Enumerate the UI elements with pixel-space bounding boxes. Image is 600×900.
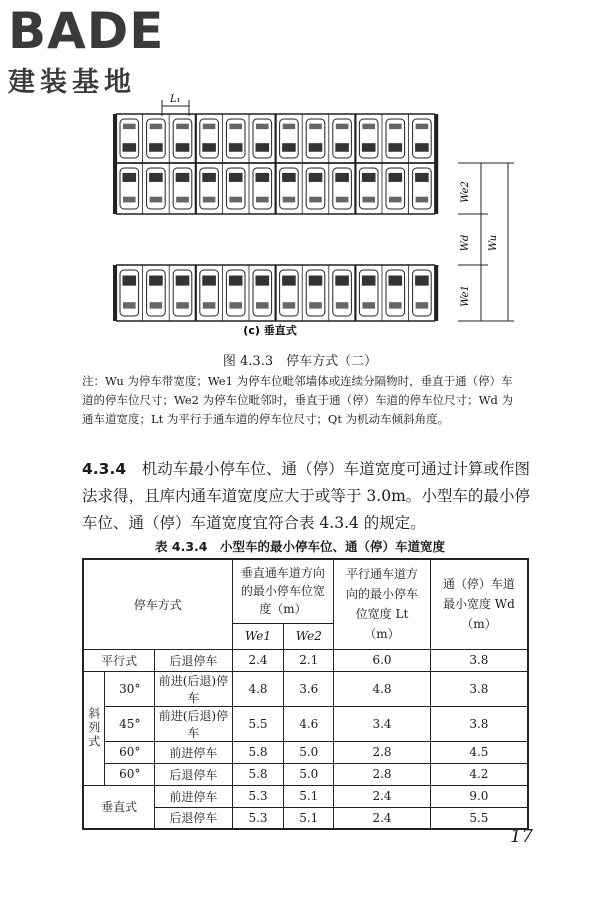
parking-rows xyxy=(113,114,438,321)
cell-we1: 4.8 xyxy=(232,671,284,706)
car-icon xyxy=(386,119,405,158)
car-icon xyxy=(386,270,405,316)
cell-we1: 5.8 xyxy=(232,741,284,763)
cell-we1: 5.8 xyxy=(232,763,284,785)
cell-we2: 5.1 xyxy=(284,785,334,807)
cell-lt: 3.4 xyxy=(334,706,431,741)
car-icon xyxy=(280,119,299,158)
table-row xyxy=(83,706,528,741)
car-icon xyxy=(120,119,139,158)
we1-label: We1 xyxy=(460,285,471,307)
car-icon xyxy=(280,168,299,209)
header-mode: 停车方式 xyxy=(83,559,232,649)
cell-lt: 4.8 xyxy=(334,671,431,706)
figure-note: 注：Wu 为停车带宽度；We1 为停车位毗邻墙体或连续分隔物时，垂直于通（停）车道的停车位尺寸；We2 为停车位毗邻时，垂直于通（停）车道的停车位尺寸；Wd 为通车道宽度；Lt 为平行于通车道的停车位尺寸；Qt 为机动车倾斜角度。 xyxy=(82,374,513,426)
car-icon xyxy=(173,119,192,158)
car-icon xyxy=(413,119,432,158)
label-parallel: 平行式 xyxy=(83,649,155,671)
cell-lt: 6.0 xyxy=(334,649,431,671)
cell-we2: 5.1 xyxy=(284,807,334,829)
cell-angle: 60° xyxy=(105,763,155,785)
cell-lt: 2.8 xyxy=(334,741,431,763)
cell-we1: 5.3 xyxy=(232,807,284,829)
car-icon xyxy=(413,168,432,209)
cell-wd: 4.5 xyxy=(430,741,528,763)
car-icon xyxy=(359,168,378,209)
table-row xyxy=(83,649,528,671)
cell-we1: 5.3 xyxy=(232,785,284,807)
car-icon xyxy=(147,168,166,209)
wu-label: Wu xyxy=(488,234,499,252)
cell-method: 后退停车 xyxy=(155,649,232,671)
cell-method: 后退停车 xyxy=(155,807,232,829)
car-icon xyxy=(226,168,245,209)
cell-we2: 5.0 xyxy=(284,763,334,785)
car-icon xyxy=(253,119,272,158)
car-icon xyxy=(386,168,405,209)
cell-method: 前进(后退)停车 xyxy=(155,671,232,706)
car-icon xyxy=(306,270,325,316)
l1-label: L₁ xyxy=(170,94,181,105)
cell-method: 前进(后退)停车 xyxy=(155,706,232,741)
section-number: 4.3.4 xyxy=(82,460,127,478)
car-icon xyxy=(200,270,219,316)
label-oblique: 斜列式 xyxy=(83,671,105,785)
figure-subcaption: (c) 垂直式 xyxy=(243,324,297,337)
page-number: 17 xyxy=(510,826,533,847)
car-icon xyxy=(333,270,352,316)
label-vertical: 垂直式 xyxy=(83,785,155,829)
car-icon xyxy=(147,119,166,158)
car-icon xyxy=(200,168,219,209)
parking-row xyxy=(113,265,438,321)
cell-angle: 60° xyxy=(105,741,155,763)
cell-lt: 2.4 xyxy=(334,785,431,807)
table-title: 表 4.3.4 小型车的最小停车位、通（停）车道宽度 xyxy=(155,539,445,554)
cell-wd: 3.8 xyxy=(430,671,528,706)
table-row xyxy=(83,785,528,807)
cell-we2: 3.6 xyxy=(284,671,334,706)
cell-wd: 5.5 xyxy=(430,807,528,829)
cell-lt: 2.4 xyxy=(334,807,431,829)
cell-wd: 9.0 xyxy=(430,785,528,807)
car-icon xyxy=(333,119,352,158)
car-icon xyxy=(120,168,139,209)
cell-lt: 2.8 xyxy=(334,763,431,785)
car-icon xyxy=(306,168,325,209)
logo-subtitle: 建装基地 xyxy=(8,67,136,98)
header-parallel: 平行通车道方向的最小停车位宽度 Lt（m） xyxy=(334,559,431,649)
car-icon xyxy=(333,168,352,209)
car-icon xyxy=(280,270,299,316)
cell-we2: 4.6 xyxy=(284,706,334,741)
spec-table xyxy=(82,558,529,830)
paragraph-text: 机动车最小停车位、通（停）车道宽度可通过计算或作图法求得，且库内通车道宽度应大于或等于 3.0m。小型车的最小停车位、通（停）车道宽度宜符合表 4.3.4 的规定。 xyxy=(82,460,530,532)
header-we2: We2 xyxy=(284,623,334,649)
logo-brand: BADE xyxy=(8,2,165,60)
cell-angle: 45° xyxy=(105,706,155,741)
section-paragraph xyxy=(82,456,530,537)
cell-angle: 30° xyxy=(105,671,155,706)
cell-method: 后退停车 xyxy=(155,763,232,785)
parking-row xyxy=(113,114,438,163)
cell-wd: 4.2 xyxy=(430,763,528,785)
car-icon xyxy=(200,119,219,158)
cell-we2: 5.0 xyxy=(284,741,334,763)
cell-we2: 2.1 xyxy=(284,649,334,671)
table-row xyxy=(83,671,528,706)
cell-method: 前进停车 xyxy=(155,741,232,763)
figure-caption: 图 4.3.3 停车方式（二） xyxy=(222,354,378,369)
car-icon xyxy=(253,270,272,316)
cell-wd: 3.8 xyxy=(430,706,528,741)
car-icon xyxy=(253,168,272,209)
car-icon xyxy=(306,119,325,158)
car-icon xyxy=(173,168,192,209)
cell-wd: 3.8 xyxy=(430,649,528,671)
car-icon xyxy=(173,270,192,316)
car-icon xyxy=(413,270,432,316)
parking-row xyxy=(113,163,438,214)
cell-we1: 2.4 xyxy=(232,649,284,671)
table-row xyxy=(83,741,528,763)
car-icon xyxy=(147,270,166,316)
car-icon xyxy=(120,270,139,316)
header-we1: We1 xyxy=(232,623,284,649)
we2-label: We2 xyxy=(460,181,471,203)
car-icon xyxy=(359,119,378,158)
car-icon xyxy=(359,270,378,316)
cell-method: 前进停车 xyxy=(155,785,232,807)
cell-we1: 5.5 xyxy=(232,706,284,741)
car-icon xyxy=(226,119,245,158)
header-lane: 通（停）车道最小宽度 Wd（m） xyxy=(430,559,528,649)
parking-diagram xyxy=(0,0,600,340)
header-vertical: 垂直通车道方向的最小停车位宽度（m） xyxy=(232,559,334,623)
car-icon xyxy=(226,270,245,316)
table-row xyxy=(83,763,528,785)
wd-label: Wd xyxy=(460,234,471,252)
